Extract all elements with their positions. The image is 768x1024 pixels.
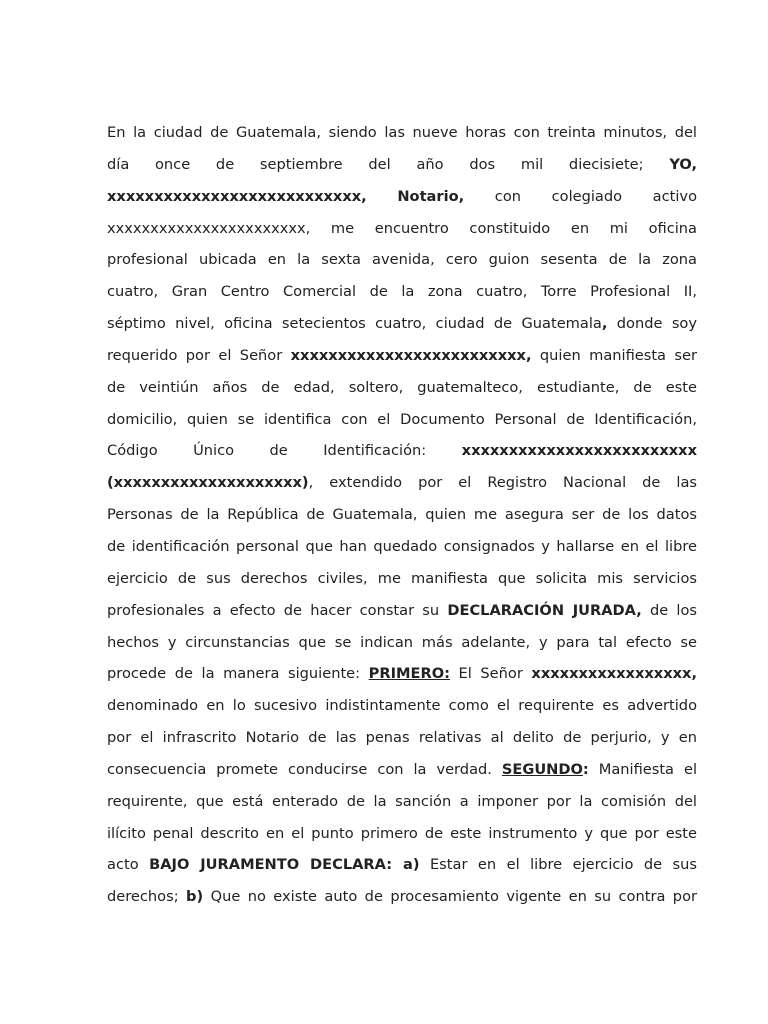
document-line bbox=[107, 818, 697, 850]
document-line bbox=[107, 531, 697, 563]
text-run: profesional ubicada en la sexta avenida, cero guion sesenta de la zona bbox=[107, 251, 697, 269]
bold-text-run: xxxxxxxxxxxxxxxxxxxxxxxxx, bbox=[290, 346, 532, 364]
bold-text-run: DECLARACIÓN JURADA, bbox=[447, 601, 642, 619]
document-line bbox=[107, 117, 697, 149]
text-run: derechos; bbox=[107, 888, 187, 906]
document-line bbox=[107, 881, 697, 913]
document-line bbox=[107, 149, 697, 181]
document-line bbox=[107, 786, 697, 818]
document-line bbox=[107, 435, 697, 467]
document-line bbox=[107, 244, 697, 276]
text-run: Personas de la República de Guatemala, quien me asegura ser de los datos bbox=[107, 506, 697, 524]
document-line bbox=[107, 658, 697, 690]
text-run: Manifiesta el bbox=[588, 760, 697, 778]
text-run: hechos y circunstancias que se indican más adelante, y para tal efecto se bbox=[107, 633, 697, 651]
text-run: de los bbox=[641, 601, 697, 619]
text-run: ejercicio de sus derechos civiles, me manifiesta que solicita mis servicios bbox=[107, 569, 697, 587]
text-run: consecuencia promete conducirse con la verdad. bbox=[107, 760, 502, 778]
bold-text-run: YO, bbox=[669, 155, 697, 173]
document-line bbox=[107, 467, 697, 499]
section-heading: PRIMERO: bbox=[368, 665, 450, 683]
bold-text-run: b) bbox=[186, 888, 204, 906]
text-run: El Señor bbox=[449, 665, 532, 683]
bold-text-run: : bbox=[582, 760, 589, 778]
text-run bbox=[367, 188, 398, 205]
document-line bbox=[107, 372, 697, 404]
text-run: denominado en lo sucesivo indistintamente como el requirente es advertido bbox=[107, 697, 697, 715]
text-run: requirente, que está enterado de la sanción a imponer por la comisión del bbox=[107, 792, 697, 810]
document-line bbox=[107, 404, 697, 436]
document-line bbox=[107, 340, 697, 372]
notarial-document-page bbox=[107, 117, 697, 913]
bold-text-run: , bbox=[601, 315, 608, 333]
text-run: de veintiún años de edad, soltero, guatemalteco, estudiante, de este bbox=[107, 378, 697, 396]
document-line bbox=[107, 563, 697, 595]
text-run: cuatro, Gran Centro Comercial de la zona cuatro, Torre Profesional II, bbox=[107, 283, 697, 301]
bold-text-run: BAJO JURAMENTO DECLARA: a) bbox=[149, 856, 420, 874]
text-run: Código Único de Identificación: bbox=[107, 442, 462, 460]
document-line bbox=[107, 849, 697, 881]
text-run: domicilio, quien se identifica con el Documento Personal de Identificación, bbox=[107, 410, 697, 428]
text-run: profesionales a efecto de hacer constar su bbox=[107, 601, 448, 619]
document-line bbox=[107, 499, 697, 531]
text-run: acto bbox=[107, 856, 150, 874]
document-line bbox=[107, 722, 697, 754]
text-run: requerido por el Señor bbox=[107, 346, 291, 364]
document-line bbox=[107, 754, 697, 786]
text-run: con colegiado activo bbox=[464, 187, 697, 205]
section-heading: SEGUNDO bbox=[501, 760, 583, 778]
document-line bbox=[107, 627, 697, 659]
text-run: En la ciudad de Guatemala, siendo las nueve horas con treinta minutos, del bbox=[107, 124, 697, 141]
text-run: donde soy bbox=[607, 315, 697, 333]
text-run: ilícito penal descrito en el punto primero de este instrumento y que por este bbox=[107, 824, 697, 842]
text-run: de identificación personal que han quedado consignados y hallarse en el libre bbox=[107, 537, 697, 555]
bold-text-run: (xxxxxxxxxxxxxxxxxxxx) bbox=[107, 474, 309, 492]
text-run: por el infrascrito Notario de las penas relativas al delito de perjurio, y en bbox=[107, 729, 697, 747]
text-run: xxxxxxxxxxxxxxxxxxxxxxx, me encuentro constituido en mi oficina bbox=[107, 219, 697, 237]
text-run: Que no existe auto de procesamiento vigente en su contra por bbox=[203, 888, 697, 906]
document-line bbox=[107, 595, 697, 627]
bold-text-run: xxxxxxxxxxxxxxxxxxxxxxxxxxx, bbox=[107, 187, 367, 205]
text-run: , extendido por el Registro Nacional de las bbox=[308, 474, 697, 492]
document-line bbox=[107, 690, 697, 722]
bold-text-run: xxxxxxxxxxxxxxxxxxxxxxxxx bbox=[461, 442, 697, 460]
text-run: Estar en el libre ejercicio de sus bbox=[419, 856, 697, 874]
document-line bbox=[107, 181, 697, 213]
text-run: día once de septiembre del año dos mil diecisiete; bbox=[107, 155, 670, 173]
document-line bbox=[107, 213, 697, 245]
document-line bbox=[107, 308, 697, 340]
bold-text-run: xxxxxxxxxxxxxxxxx, bbox=[531, 665, 697, 683]
text-run: séptimo nivel, oficina setecientos cuatro, ciudad de Guatemala bbox=[107, 315, 602, 333]
bold-text-run: Notario, bbox=[397, 187, 465, 205]
text-run: procede de la manera siguiente: bbox=[107, 665, 369, 683]
document-line bbox=[107, 276, 697, 308]
text-run: quien manifiesta ser bbox=[531, 346, 697, 364]
